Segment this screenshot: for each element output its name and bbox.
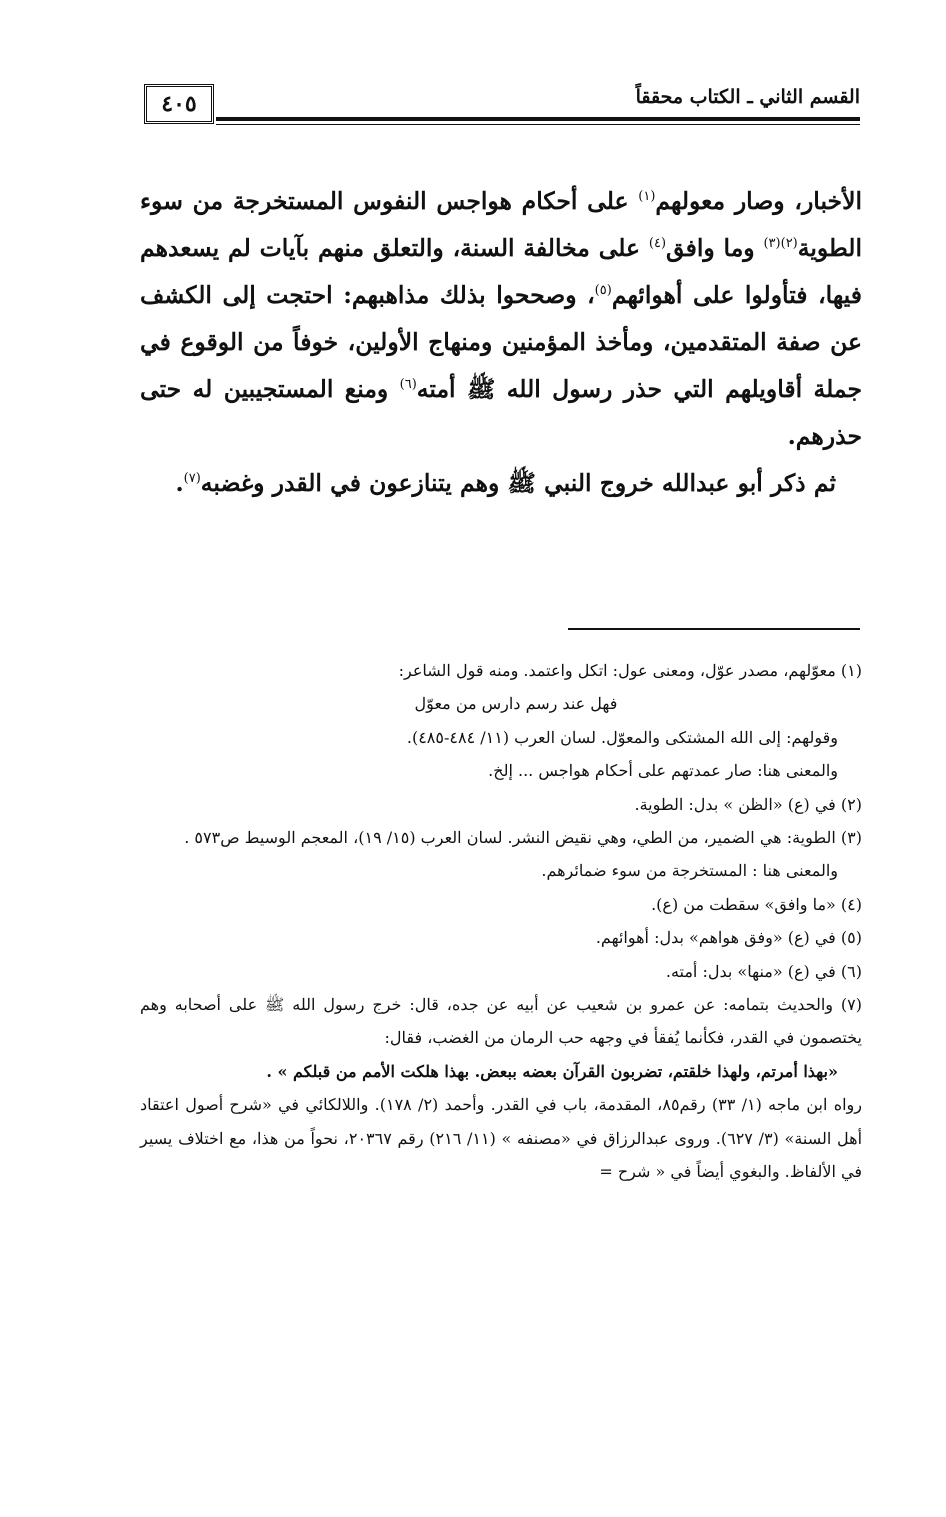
footnote-2: (٢) في (ع) «الظن » بدل: الطوية. [634,794,862,814]
footnote-3: (٣) الطوية: هي الضمير، من الطي، وهي نقيض النشر. لسان العرب (١٥/ ١٩)، المعجم الوسيط ص٥٧٣ . [184,828,862,848]
footnote-ref-6: (٦) [399,377,417,393]
footnote-5: (٥) في (ع) «وفق هواهم» بدل: أهوائهم. [595,928,862,948]
footnote-ref-5: (٥) [594,283,612,299]
text-segment: الأخبار، وصار معولهم [655,187,863,215]
page-header [144,84,860,130]
footnote-ref-2-3: (٢)(٣) [763,236,798,252]
running-title: القسم الثاني ـ الكتاب محققاً [635,86,860,108]
footnote-7-sources: رواه ابن ماجه (١/ ٣٣) رقم٨٥، المقدمة، باب في القدر. وأحمد (٢/ ١٧٨). واللالكائي في «شرح أصول اعتقاد أهل السنة» (٣/ ٦٢٧). وروى عبدالرزاق في «مصنفه » (١١/ ٢١٦) رقم ٢٠٣٦٧، نحواً من هذا، مع اختلاف يسير في الألفاظ. والبغوي أيضاً في « شرح = [140,1095,863,1182]
main-text [140,178,862,507]
footnote-7: (٧) والحديث بتمامه: عن عمرو بن شعيب عن أبيه عن جده، قال: خرج رسول الله ﷺ على أصحابه وهم يختصمون في القدر، فكأنما يُفقأ في وجهه حب الرمان من الغضب، فقال: [140,995,862,1048]
footnote-3-meaning: والمعنى هنا : المستخرجة من سوء ضمائرهم. [541,861,838,881]
page-number: ٤٠٥ [144,84,214,124]
footnote-ref-7: (٧) [183,471,201,487]
footnote-1: (١) معوّلهم، مصدر عوّل، ومعنى عول: اتكل واعتمد. ومنه قول الشاعر: [398,661,862,680]
footnote-6: (٦) في (ع) «منها» بدل: أمته. [665,961,862,981]
footnote-1-verse: فهل عند رسم دارس من معوّل [414,694,618,714]
footnote-1-cont: وقولهم: إلى الله المشتكى والمعوّل. لسان العرب (١١/ ٤٨٤-٤٨٥). [406,727,838,747]
footnote-7-hadith: «بهذا أمرتم، ولهذا خلقتم، تضربون القرآن بعضه ببعض. بهذا هلكت الأمم من قبلكم » . [266,1061,838,1081]
header-rule-thin [216,124,860,125]
footnote-separator [568,628,860,630]
main-paragraph-1 [140,178,862,460]
text-segment: ثم ذكر أبو عبدالله خروج النبي ﷺ وهم يتنازعون في القدر وغضبه [200,469,836,497]
text-segment: على مخالفة السنة، والتعلق منهم بآيات لم يسعدهم فيها، فتأولوا على أهوائهم [140,234,862,309]
footnote-ref-4: (٤) [648,236,667,252]
footnote-1-meaning: والمعنى هنا: صار عمدتهم على أحكام هواجس ... إلخ. [488,761,838,781]
text-segment: وما وافق [666,234,764,262]
footnotes [140,654,862,1189]
text-segment: على أحكام هواجس النفوس المستخرجة من سوء الطوية [140,187,862,262]
header-rule [216,117,860,121]
text-segment: ومنع المستجيبين له حتى حذرهم. [140,375,862,450]
text-segment: . [175,469,184,497]
footnote-ref-1: (١) [638,189,656,205]
main-paragraph-2 [140,460,862,507]
footnote-4: (٤) «ما وافق» سقطت من (ع). [651,894,862,914]
text-segment: ، وصححوا بذلك مذاهبهم: احتجت إلى الكشف عن صفة المتقدمين، ومأخذ المؤمنين ومنهاج الأولين، خوفاً من الوقوع في جملة أقاويلهم التي حذر رسول الله ﷺ أمته [140,281,863,403]
